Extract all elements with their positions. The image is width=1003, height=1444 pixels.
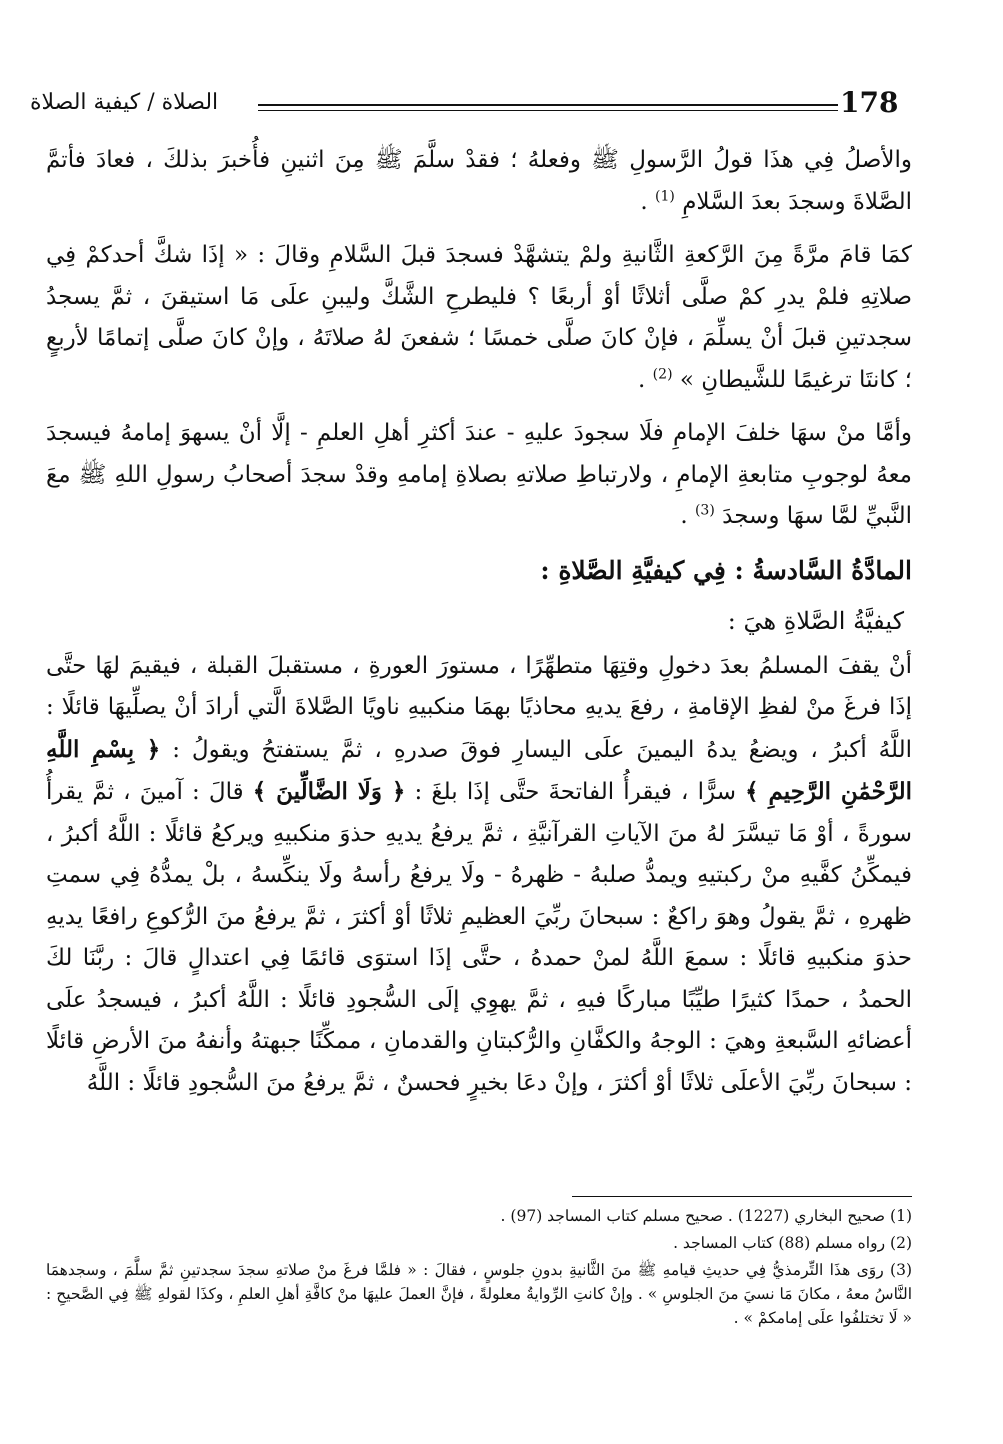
header-rule xyxy=(258,104,838,106)
footnote-3: (3) روَى هذَا التِّرمذيُّ فِي حديثِ قيامهِ ﷺ منَ الثَّانيةِ بدونِ جلوسٍ ، فقالَ : « فلمَّا فرغَ منْ صلاتهِ سجدَ سجدتينِ ثمَّ سلَّمَ ، وسجدهمَا النَّاسُ معهُ ، مكانَ مَا نسيَ منَ الجلوسِ » . وإنْ كانتِ الرِّوايةُ معلولةً ، فإنَّ العملَ عليهَا منْ كافَّةِ أهلِ العلمِ ، وكذَا لقولهِ ﷺ فِي الصَّحيحِ : « لَا تختلفُوا علَى إمامكمْ » . xyxy=(46,1261,912,1327)
sub-heading: كيفيَّةُ الصَّلاةِ هيَ : xyxy=(727,606,904,635)
paragraph-4-text-a: أنْ يقفَ المسلمُ بعدَ دخولِ وقتِهَا متطهِّرًا ، مستورَ العورةِ ، مستقبلَ القبلة ، فيقيمَ لهَا حتَّى إذَا فرغَ منْ لفظِ الإقامةِ ، رفعَ يديهِ محاذيًا بهمَا منكبيهِ ناويًا الصَّلاةَ الَّتي أرادَ أنْ يصلِّيهَا قائلًا : اللَّهُ أكبرُ ، ويضعُ يدهُ اليمينَ علَى اليسارِ فوقَ صدرهِ ، ثمَّ يستفتحُ ويقولُ : xyxy=(46,652,912,763)
paragraph-3-end: . xyxy=(680,503,688,529)
header-rule-thin xyxy=(258,110,838,111)
main-text xyxy=(46,140,912,1116)
paragraph-3 xyxy=(46,413,912,538)
paragraph-1 xyxy=(46,140,912,223)
page-number: 178 xyxy=(840,86,899,119)
paragraph-3-text: وأمَّا منْ سهَا خلفَ الإمامِ فلَا سجودَ عليهِ - عندَ أكثرِ أهلِ العلمِ - إلَّا أنْ يسهوَ إمامهُ فيسجدَ معهُ لوجوبِ متابعةِ الإمامِ ، ولارتباطِ صلاتهِ بصلاةِ إمامهِ وقدْ سجدَ أصحابُ رسولِ اللهِ ﷺ معَ النَّبيِّ لمَّا سهَا وسجدَ xyxy=(46,420,912,529)
basmala-verse: ﴿ بِسْمِ اللَّهِ الرَّحْمَٰنِ الرَّحِيمِ ﴾ xyxy=(46,735,912,805)
footnote-1: (1) صحيح البخاري (1227) . صحيح مسلم كتاب المساجد (97) . xyxy=(500,1207,912,1225)
footnote-ref-3: (3) xyxy=(694,502,715,519)
section-heading: المادَّةُ السَّادسةُ : فِي كيفيَّةِ الصَّلاةِ : xyxy=(540,555,912,585)
footnote-ref-2: (2) xyxy=(652,365,673,382)
footnote-separator xyxy=(572,1196,912,1197)
paragraph-1-end: . xyxy=(640,188,648,215)
paragraph-4 xyxy=(46,646,912,1105)
paragraph-4-text-b: سرًّا ، فيقرأُ الفاتحةَ حتَّى إذَا بلغَ : xyxy=(414,779,736,805)
paragraph-4-text-c: قالَ : آمينَ ، ثمَّ يقرأُ سورةً ، أوْ مَا تيسَّرَ لهُ منَ الآياتِ القرآنيَّةِ ، ثمَّ يرفعُ يديهِ حذوَ منكبيهِ ويركعُ قائلًا : اللَّهُ أكبرُ ، فيمكِّنُ كفَّيهِ منْ ركبتيهِ ويمدُّ صلبهُ - ظهرهُ - ولَا يرفعُ رأسهُ ولَا ينكِّسهُ ، بلْ يمدُّهُ فِي سمتِ ظهرهِ ، ثمَّ يقولُ وهوَ راكعٌ : سبحانَ ربِّيَ العظيمِ ثلاثًا أوْ أكثرَ ، ثمَّ يرفعُ منَ الرُّكوعِ رافعًا يديهِ حذوَ منكبيهِ قائلًا : سمعَ اللَّهُ لمنْ حمدهُ ، حتَّى إذَا استوَى قائمًا فِي اعتدالٍ قالَ : ربَّنَا لكَ الحمدُ ، حمدًا كثيرًا طيِّبًا مباركًا فيهِ ، ثمَّ يهوِي إلَى السُّجودِ قائلًا : اللَّهُ أكبرُ ، فيسجدُ علَى أعضائهِ السَّبعةِ وهيَ : الوجهُ والكفَّانِ والرُّكبتانِ والقدمانِ ، ممكِّنًا جبهتهُ وأنفهُ منَ الأرضِ قائلًا : سبحانَ ربِّيَ الأعلَى ثلاثًا أوْ أكثرَ ، وإنْ دعَا بخيرٍ فحسنٌ ، ثمَّ يرفعُ منَ السُّجودِ قائلًا : اللَّهُ xyxy=(46,779,912,1096)
paragraph-2-end: . xyxy=(638,366,646,393)
quran-verse: ﴿ وَلَا الضَّالِّينَ ﴾ xyxy=(252,778,406,805)
paragraph-2-text: كمَا قامَ مرَّةً مِنَ الرَّكعةِ الثَّانيةِ ولمْ يتشهَّدْ فسجدَ قبلَ السَّلامِ وقالَ : « إذَا شكَّ أحدكمْ فِي صلاتِهِ فلمْ يدرِ كمْ صلَّى أثلاثًا أوْ أربعًا ؟ فليطرحِ الشَّكَّ وليبنِ علَى مَا استيقنَ ، ثمَّ يسجدُ سجدتينِ قبلَ أنْ يسلِّمَ ، فإنْ كانَ صلَّى خمسًا ؛ شفعنَ لهُ صلاتَهُ ، وإنْ كانَ صلَّى إتمامًا لأربعٍ ؛ كانتَا ترغيمًا للشَّيطانِ » xyxy=(46,242,912,393)
footnotes xyxy=(46,1204,912,1333)
footnote-ref-1: (1) xyxy=(655,187,675,204)
paragraph-2 xyxy=(46,235,912,401)
paragraph-1-text: والأصلُ فِي هذَا قولُ الرَّسولِ ﷺ وفعلهُ ؛ فقدْ سلَّمَ ﷺ مِنَ اثنينِ فأُخبرَ بذلكَ ، فعادَ فأتمَّ الصَّلاةَ وسجدَ بعدَ السَّلامِ xyxy=(46,147,912,215)
footnote-2: (2) رواه مسلم (88) كتاب المساجد . xyxy=(673,1234,912,1252)
running-title: الصلاة / كيفية الصلاة xyxy=(30,90,219,115)
